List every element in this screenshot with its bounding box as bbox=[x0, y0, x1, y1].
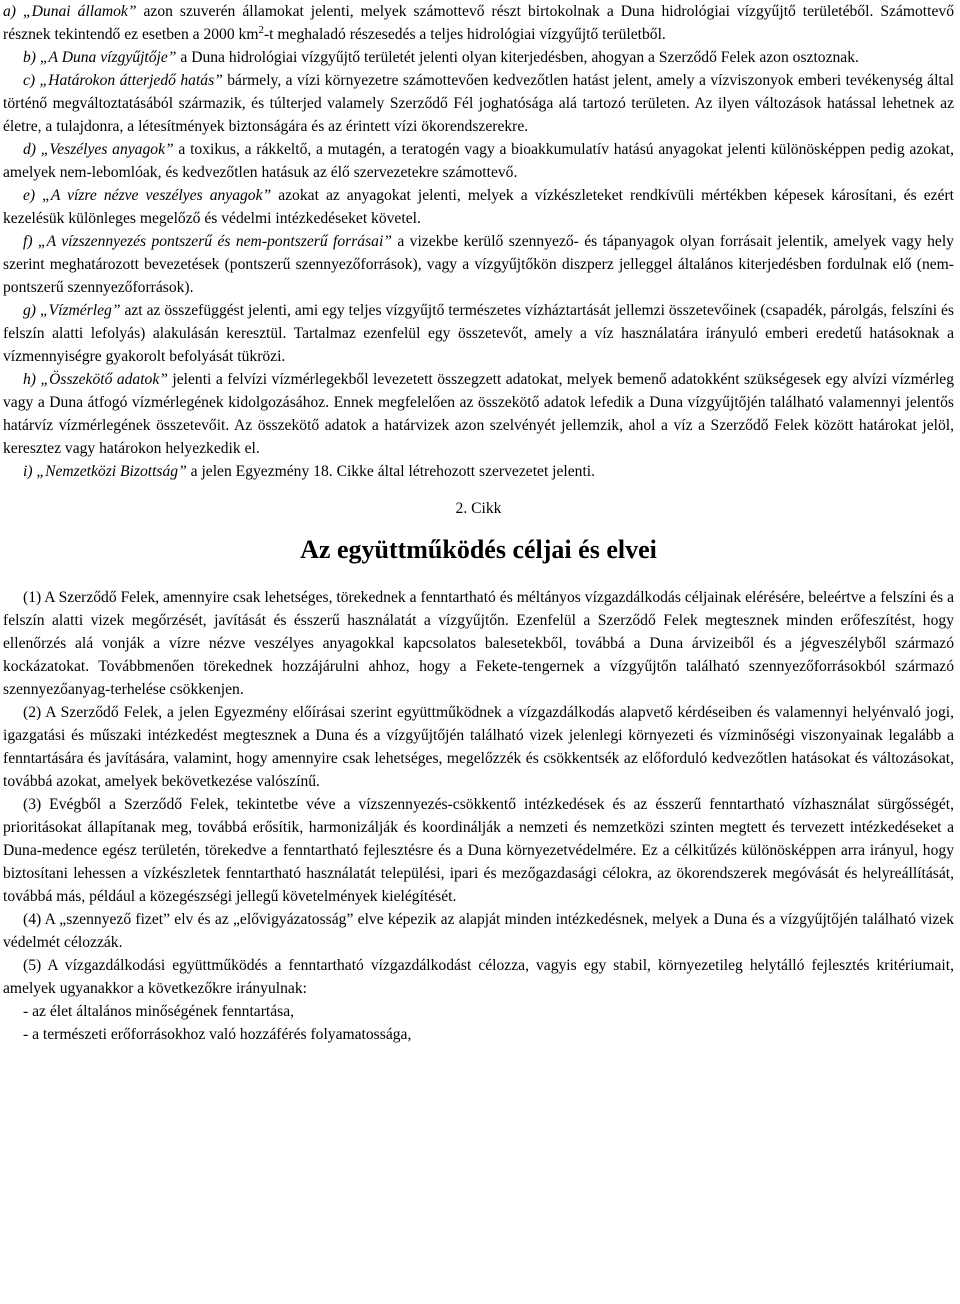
definition-text: bármely, a vízi környezetre számottevően kedvezőtlen hatást jelent, amely a vízviszonyok emberi tevékenység által történő megváltoztatásából származik, és túlterjed valamely Szerződő Fél joghatósága alá tartozó területen. Az ilyen változások hatással lehetnek az életre, a tulajdonra, a létesítmények biztonságára és az érintett vízi ökorendszerekre. bbox=[3, 72, 955, 135]
definition-text: azokat az anyagokat jelenti, melyek a vízkészleteket rendkívüli mértékben képesek károsítani, és ezért kezelésük különleges megelőző és védelmi intézkedéseket követel. bbox=[3, 187, 954, 227]
definition-text: azt az összefüggést jelenti, ami egy teljes vízgyűjtő természetes vízháztartását jellemzi összetevőinek (csapadék, párolgás, felszíni és felszín alatti lefolyás) alakulásán keresztül. Tartalmaz ezenfelül egy összetevőt, amely a víz használatára irányuló emberi eredetű hatásoknak a vízmennyiségre gyakorolt befolyását tükrözi. bbox=[3, 302, 954, 365]
superscript: 2 bbox=[258, 23, 264, 36]
definition-b bbox=[3, 46, 954, 69]
definition-text: azon szuverén államokat jelenti, melyek számottevő részt birtokolnak a Duna hidrológiai vízgyűjtő területéből. Számottevő résznek tekintendő ez esetben a 2000 km bbox=[3, 3, 954, 43]
definition-label: e) „A vízre nézve veszélyes anyagok” bbox=[23, 187, 272, 204]
article-number: 2. Cikk bbox=[455, 500, 502, 517]
paragraph-5: (5) A vízgazdálkodási együttműködés a fenntartható vízgazdálkodást célozza, vagyis egy stabil, környezetileg helytálló fejlesztés kritériumait, amelyek ugyanakkor a következőkre irányulnak: bbox=[3, 957, 954, 997]
definition-c bbox=[3, 69, 954, 138]
article-title: Az együttműködés céljai és elvei bbox=[300, 535, 657, 564]
definition-a bbox=[3, 0, 954, 46]
definition-label: a) „Dunai államok” bbox=[3, 3, 137, 20]
definition-i bbox=[3, 460, 954, 483]
definition-text: a Duna hidrológiai vízgyűjtő területét jelenti olyan kiterjedésben, ahogyan a Szerződő Felek azon osztoznak. bbox=[176, 49, 859, 66]
definition-label: c) „Határokon átterjedő hatás” bbox=[23, 72, 223, 89]
definition-text: a toxikus, a rákkeltő, a mutagén, a teratogén vagy a bioakkumulatív hatású anyagokat jelenti különösképpen pedig azokat, amelyek nem-lebomlóak, és kedvezőtlen hatásuk az élő szervezetekre számottevő. bbox=[3, 141, 954, 181]
definition-label: i) „Nemzetközi Bizottság” bbox=[23, 463, 187, 480]
definition-text: a jelen Egyezmény 18. Cikke által létrehozott szervezetet jelenti. bbox=[186, 463, 596, 480]
definition-f bbox=[3, 230, 954, 299]
paragraph-1: (1) A Szerződő Felek, amennyire csak lehetséges, törekednek a fenntartható és méltányos vízgazdálkodás céljainak elérésére, beleértve a felszíni és a felszín alatti vizek megőrzését, javítását és ésszerű használatát a vízgyűjtőn. Ezenfelül a Szerződő Felek megtesznek minden erőfeszítést, hogy ellenőrzés alá vonják a vízre nézve veszélyes anyagokkal kapcsolatos balesetekből, továbbá a Duna árvizeiből és a jégveszélyből származó kockázatokat. Továbbmenően törekednek hozzájárulni ahhoz, hogy a Fekete-tengernek a vízgyűjtőn található szennyezőforrásokból származó szennyezőanyag-terhelése csökkenjen. bbox=[3, 589, 954, 698]
definition-label: g) „Vízmérleg” bbox=[23, 302, 121, 319]
paragraph-2: (2) A Szerződő Felek, a jelen Egyezmény előírásai szerint együttműködnek a vízgazdálkodás alapvető kérdéseiben és valamennyi helyénvaló jogi, igazgatási és műszaki intézkedést megtesznek a Duna és a vízgyűjtőjén található vizek jelenlegi környezeti és vízminőségi viszonyainak legalább a fenntartására és javítására, valamint, hogy amennyire csak lehetséges, megelőzzék és csökkentsék az előforduló kedvezőtlen hatásokat és változásokat, továbbá azokat, amelyek bekövetkezése valószínű. bbox=[3, 704, 954, 790]
definition-text: jelenti a felvízi vízmérlegekből levezetett összegzett adatokat, melyek bemenő adatokként szükségesek egy alvízi vízmérleg vagy a Duna átfogó vízmérlegének kidolgozásához. Ennek megfelelően az összekötő adatok lefedik a Duna vízgyűjtőjén található valamennyi jelentős határvíz vízmérlegének összetevőit. Az összekötő adatok a határvizek azon szelvényét jellemzik, ahol a víz a Szerződő Felek között határokat jelöl, keresztez vagy határokon helyezkedik el. bbox=[3, 371, 954, 457]
list-item: - a természeti erőforrásokhoz való hozzáférés folyamatossága, bbox=[23, 1026, 412, 1043]
list-item: - az élet általános minőségének fenntartása, bbox=[23, 1003, 295, 1020]
definition-label: b) „A Duna vízgyűjtője” bbox=[23, 49, 177, 66]
definition-label: h) „Összekötő adatok” bbox=[23, 371, 168, 388]
definition-text-cont: -t meghaladó részesedés a teljes hidrológiai vízgyűjtő területből. bbox=[263, 26, 666, 43]
definition-g bbox=[3, 299, 954, 368]
definition-label: d) „Veszélyes anyagok” bbox=[23, 141, 174, 158]
paragraph-4: (4) A „szennyező fizet” elv és az „elővigyázatosság” elve képezik az alapját minden intézkedésnek, melyek a Duna és a vízgyűjtőjén található vizek védelmét célozzák. bbox=[3, 911, 954, 951]
definition-h bbox=[3, 368, 954, 460]
definition-e bbox=[3, 184, 954, 230]
definition-d bbox=[3, 138, 954, 184]
definition-label: f) „A vízszennyezés pontszerű és nem-pontszerű forrásai” bbox=[23, 233, 392, 250]
paragraph-3: (3) Evégből a Szerződő Felek, tekintetbe véve a vízszennyezés-csökkentő intézkedések és az ésszerű fenntartható vízhasználat sürgősségét, prioritásokat állapítanak meg, továbbá erősítik, harmonizálják és koordinálják a nemzeti és nemzetközi szinten megtett és tervezett intézkedéseket a Duna-medence egész területén, törekedve a fenntartható fejlesztésre és a Duna környezetvédelmére. Ez a célkitűzés különösképpen arra irányul, hogy biztosítani lehessen a vízkészletek fenntartható használatát települési, ipari és mezőgazdasági célokra, az ökorendszerek megóvását és helyreállítását, továbbá más, például a közegészségi jellegű követelmények kielégítését. bbox=[3, 796, 954, 905]
definition-text: a vizekbe kerülő szennyező- és tápanyagok olyan forrásait jelentik, amelyek vagy hely szerint meghatározott bevezetések (pontszerű szennyezőforrások), vagy a vízgyűjtőkön diszperz jelleggel általános kiterjedésben fordulnak elő (nem-pontszerű szennyezőforrások). bbox=[3, 233, 954, 296]
